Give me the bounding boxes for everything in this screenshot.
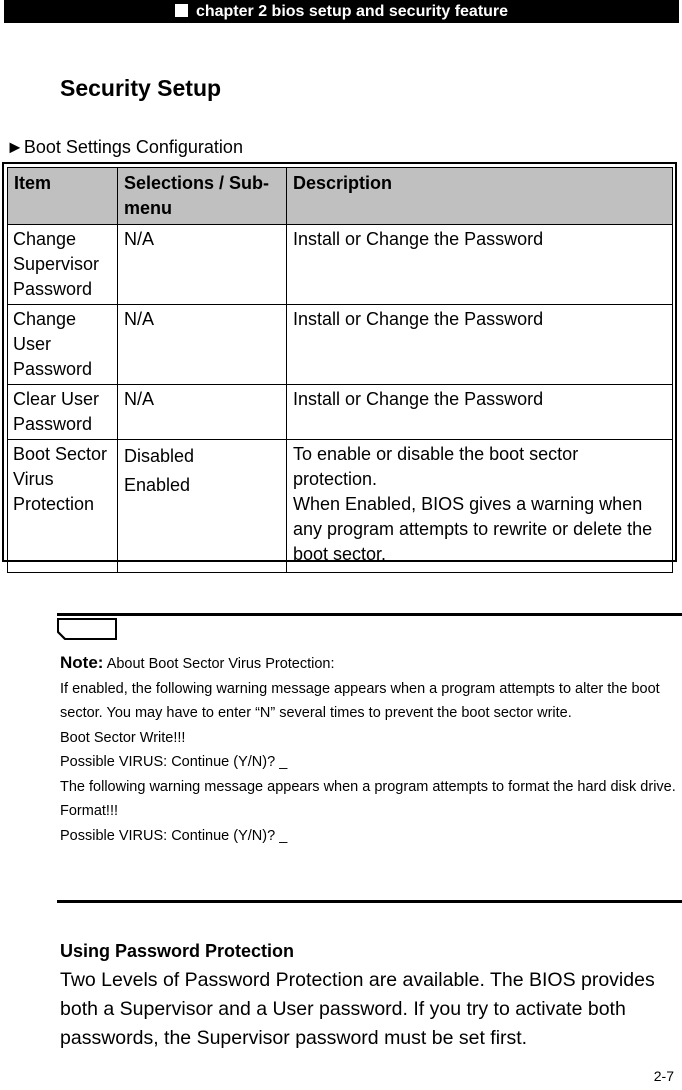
cell-selections: Disabled Enabled <box>118 440 287 573</box>
cell-selections: N/A <box>118 225 287 305</box>
cell-description: Install or Change the Password <box>287 385 673 440</box>
cell-description: Install or Change the Password <box>287 225 673 305</box>
column-header-selections: Selections / Sub-menu <box>118 168 287 225</box>
note-top-rule <box>57 613 682 616</box>
table-row <box>8 225 673 305</box>
square-bullet-icon <box>175 4 188 17</box>
table-row <box>8 305 673 385</box>
note-line: Possible VIRUS: Continue (Y/N)? _ <box>60 754 288 770</box>
cell-selections: N/A <box>118 305 287 385</box>
note-line: Boot Sector Write!!! <box>60 729 186 746</box>
note-heading: About Boot Sector Virus Protection: <box>106 656 335 672</box>
cell-item: Clear User Password <box>8 385 118 440</box>
cell-description: Install or Change the Password <box>287 305 673 385</box>
chapter-header <box>4 0 679 23</box>
column-header-description: Description <box>287 168 673 225</box>
page-title: Security Setup <box>60 75 222 101</box>
page-number: 2-7 <box>653 1068 674 1084</box>
note-line: Possible VIRUS: Continue (Y/N)? _ <box>60 827 288 844</box>
note-line: Format!!! <box>60 803 119 819</box>
table-header-row <box>8 168 673 225</box>
note-heading-line <box>60 651 682 677</box>
table-row <box>8 440 673 573</box>
note-line: The following warning message appears when a program attempts to format the hard disk drive. <box>60 778 676 795</box>
note-tag-icon <box>57 618 117 640</box>
chapter-header-text: chapter 2 bios setup and security feature <box>195 3 509 20</box>
cell-item: Change Supervisor Password <box>8 225 118 305</box>
cell-item: Change User Password <box>8 305 118 385</box>
column-header-item: Item <box>8 168 118 225</box>
note-line: If enabled, the following warning message appears when a program attempts to alter the boot sector. You may have to enter “N” several times to prevent the boot sector write. <box>60 680 660 721</box>
cell-description: To enable or disable the boot sector protection. When Enabled, BIOS gives a warning when any program attempts to rewrite or delete the boot sector. <box>287 440 673 573</box>
table-row <box>8 385 673 440</box>
note-label: Note: <box>60 653 104 672</box>
cell-selections: N/A <box>118 385 287 440</box>
note-bottom-rule <box>57 900 682 903</box>
settings-table <box>2 162 677 562</box>
section-body: Two Levels of Password Protection are available. The BIOS provides both a Supervisor and a User password. If you try to activate both passwords, the Supervisor password must be set first. <box>60 969 655 1049</box>
cell-item: Boot Sector Virus Protection <box>8 440 118 573</box>
note-box <box>60 651 682 848</box>
section-heading: Using Password Protection <box>60 941 295 961</box>
breadcrumb: ►Boot Settings Configuration <box>6 137 243 157</box>
